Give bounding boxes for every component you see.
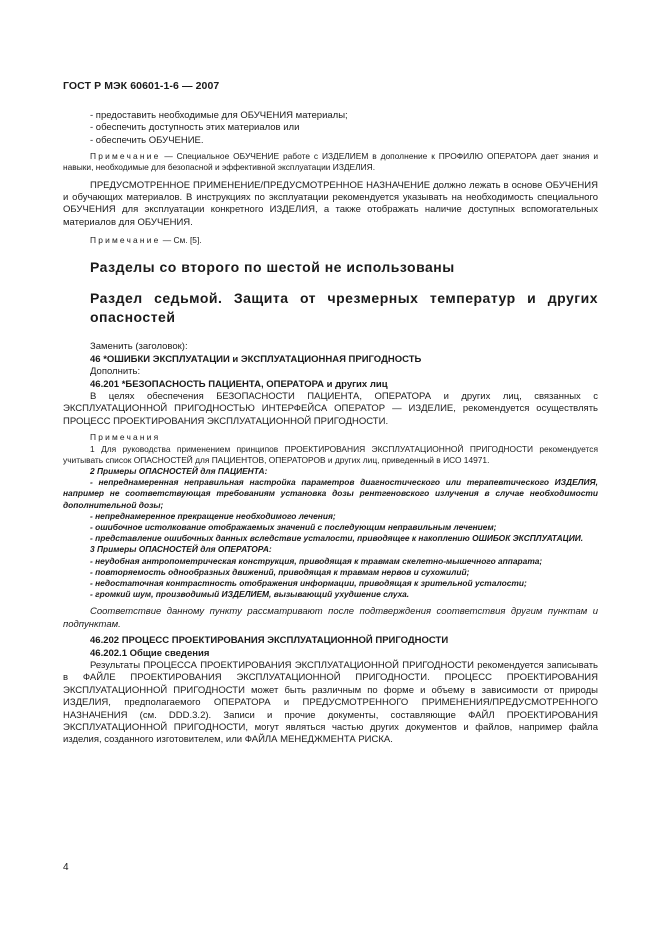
list-item: - недостаточная контрастность отображения информации, приводящая к зрительной усталости; [90,577,527,588]
page-content [63,110,598,747]
subclause-heading: 46.202 ПРОЦЕСС ПРОЕКТИРОВАНИЯ ЭКСПЛУАТАЦИОННОЙ ПРИГОДНОСТИ [90,635,449,647]
section-heading: Раздел седьмой. Защита от чрезмерных температур и других опасностей [90,290,598,326]
page-number: 4 [63,862,69,873]
list-item: - громкий шум, производимый ИЗДЕЛИЕМ, вызывающий ухудшение слуха. [90,589,410,600]
list-item: - обеспечить доступность этих материалов или [90,122,300,134]
list-item: - непреднамеренная неправильная настройка параметров диагностического или терапевтического ИЗДЕЛИЯ, например не соответствующая требованиям установка дозы рентгеновского излучения в случае необходимости дополнительной дозы; [63,477,598,510]
section-heading: Разделы со второго по шестой не использованы [90,259,455,276]
conformity-note: Соответствие данному пункту рассматривают после подтверждения соответствия другим пунктам и подпунктам. [63,606,598,630]
instruction-label: Дополнить: [90,366,141,378]
notes-label: Примечания [90,432,161,443]
body-paragraph: Результаты ПРОЦЕССА ПРОЕКТИРОВАНИЯ ЭКСПЛУАТАЦИОННОЙ ПРИГОДНОСТИ рекомендуется записывать в ФАЙЛЕ ПРОЕКТИРОВАНИЯ ЭКСПЛУАТАЦИОННОЙ ПРИГОДНОСТИ. ПРОЦЕСС ПРОЕКТИРОВАНИЯ ЭКСПЛУАТАЦИОННОЙ ПРИГОДНОСТИ может быть различным по форме и объему в зависимости от природы ИЗДЕЛИЯ, предполагаемого ОПЕРАТОРА и ПРЕДУСМОТРЕННОГО ПРИМЕНЕНИЯ/ПРЕДУСМОТРЕННОГО НАЗНАЧЕНИЯ (см. DDD.3.2). Записи и прочие документы, составляющие ФАЙЛ ПРОЕКТИРОВАНИЯ ЭКСПЛУАТАЦИОННОЙ ПРИГОДНОСТИ, могут являться частью других документов и файлов, например файла изделия, созданного изготовителем, или ФАЙЛА МЕНЕДЖМЕНТА РИСКА. [63,659,598,746]
list-item: - непреднамеренное прекращение необходимого лечения; [90,510,336,521]
note-item-title: 2 Примеры ОПАСНОСТЕЙ для ПАЦИЕНТА: [90,465,268,476]
note-item: 1 Для руководства применением принципов ПРОЕКТИРОВАНИЯ ЭКСПЛУАТАЦИОННОЙ ПРИГОДНОСТИ рекомендуется учитывать список ОПАСНОСТЕЙ для ПАЦИЕНТОВ, ОПЕРАТОРОВ и других лиц, приведенный в ИСО 14971. [63,443,598,465]
list-item: - предоставить необходимые для ОБУЧЕНИЯ материалы; [90,110,348,121]
note-paragraph [63,151,598,173]
clause-heading: 46 *ОШИБКИ ЭКСПЛУАТАЦИИ и ЭКСПЛУАТАЦИОННАЯ ПРИГОДНОСТЬ [90,353,422,365]
list-item: - повторяемость однообразных движений, приводящая к травмам нервов и сухожилий; [90,566,470,577]
note-text: — Специальное ОБУЧЕНИЕ работе с ИЗДЕЛИЕМ в дополнение к ПРОФИЛЮ ОПЕРАТОРА дает знания и навыки, необходимые для безопасной и эффективной эксплуатации ИЗДЕЛИЯ. [63,151,598,173]
list-item: - ошибочное истолкование отображаемых значений с последующим неправильным лечением; [90,521,497,532]
list-item: - представление ошибочных данных вследствие усталости, приводящее к накоплению ОШИБОК ЭКСПЛУАТАЦИИ. [90,533,584,544]
body-paragraph: ПРЕДУСМОТРЕННОЕ ПРИМЕНЕНИЕ/ПРЕДУСМОТРЕННОЕ НАЗНАЧЕНИЕ должно лежать в основе ОБУЧЕНИЯ и обучающих материалов. В инструкциях по эксплуатации рекомендуется указывать на необходимость специального ОБУЧЕНИЯ для эксплуатации конкретного ИЗДЕЛИЯ, а также отображать наличие доступных вспомогательных материалов для ОБУЧЕНИЯ. [63,179,598,228]
note-text: — См. [5]. [160,235,202,246]
list-item: - неудобная антропометрическая конструкция, приводящая к травмам скелетно-мышечного аппарата; [90,555,543,566]
body-paragraph: В целях обеспечения БЕЗОПАСНОСТИ ПАЦИЕНТА, ОПЕРАТОРА и других лиц, связанных с ЭКСПЛУАТАЦИОННОЙ ПРИГОДНОСТЬЮ ИНТЕРФЕЙСА ОПЕРАТОР — ИЗДЕЛИЕ, рекомендуется осуществлять ПРОЦЕСС ПРОЕКТИРОВАНИЯ ЭКСПЛУАТАЦИОННОЙ ПРИГОДНОСТИ. [63,391,598,427]
subclause-heading: 46.201 *БЕЗОПАСНОСТЬ ПАЦИЕНТА, ОПЕРАТОРА и других лиц [90,378,388,390]
subclause-heading: 46.202.1 Общие сведения [90,647,210,659]
note-label: Примечание [90,235,161,246]
note-label: Примечание [90,151,161,162]
note-item-title: 3 Примеры ОПАСНОСТЕЙ для ОПЕРАТОРА: [90,544,272,555]
standard-header: ГОСТ Р МЭК 60601-1-6 — 2007 [63,80,220,92]
list-item: - обеспечить ОБУЧЕНИЕ. [90,134,204,146]
instruction-label: Заменить (заголовок): [90,341,188,353]
note-paragraph [63,235,598,246]
